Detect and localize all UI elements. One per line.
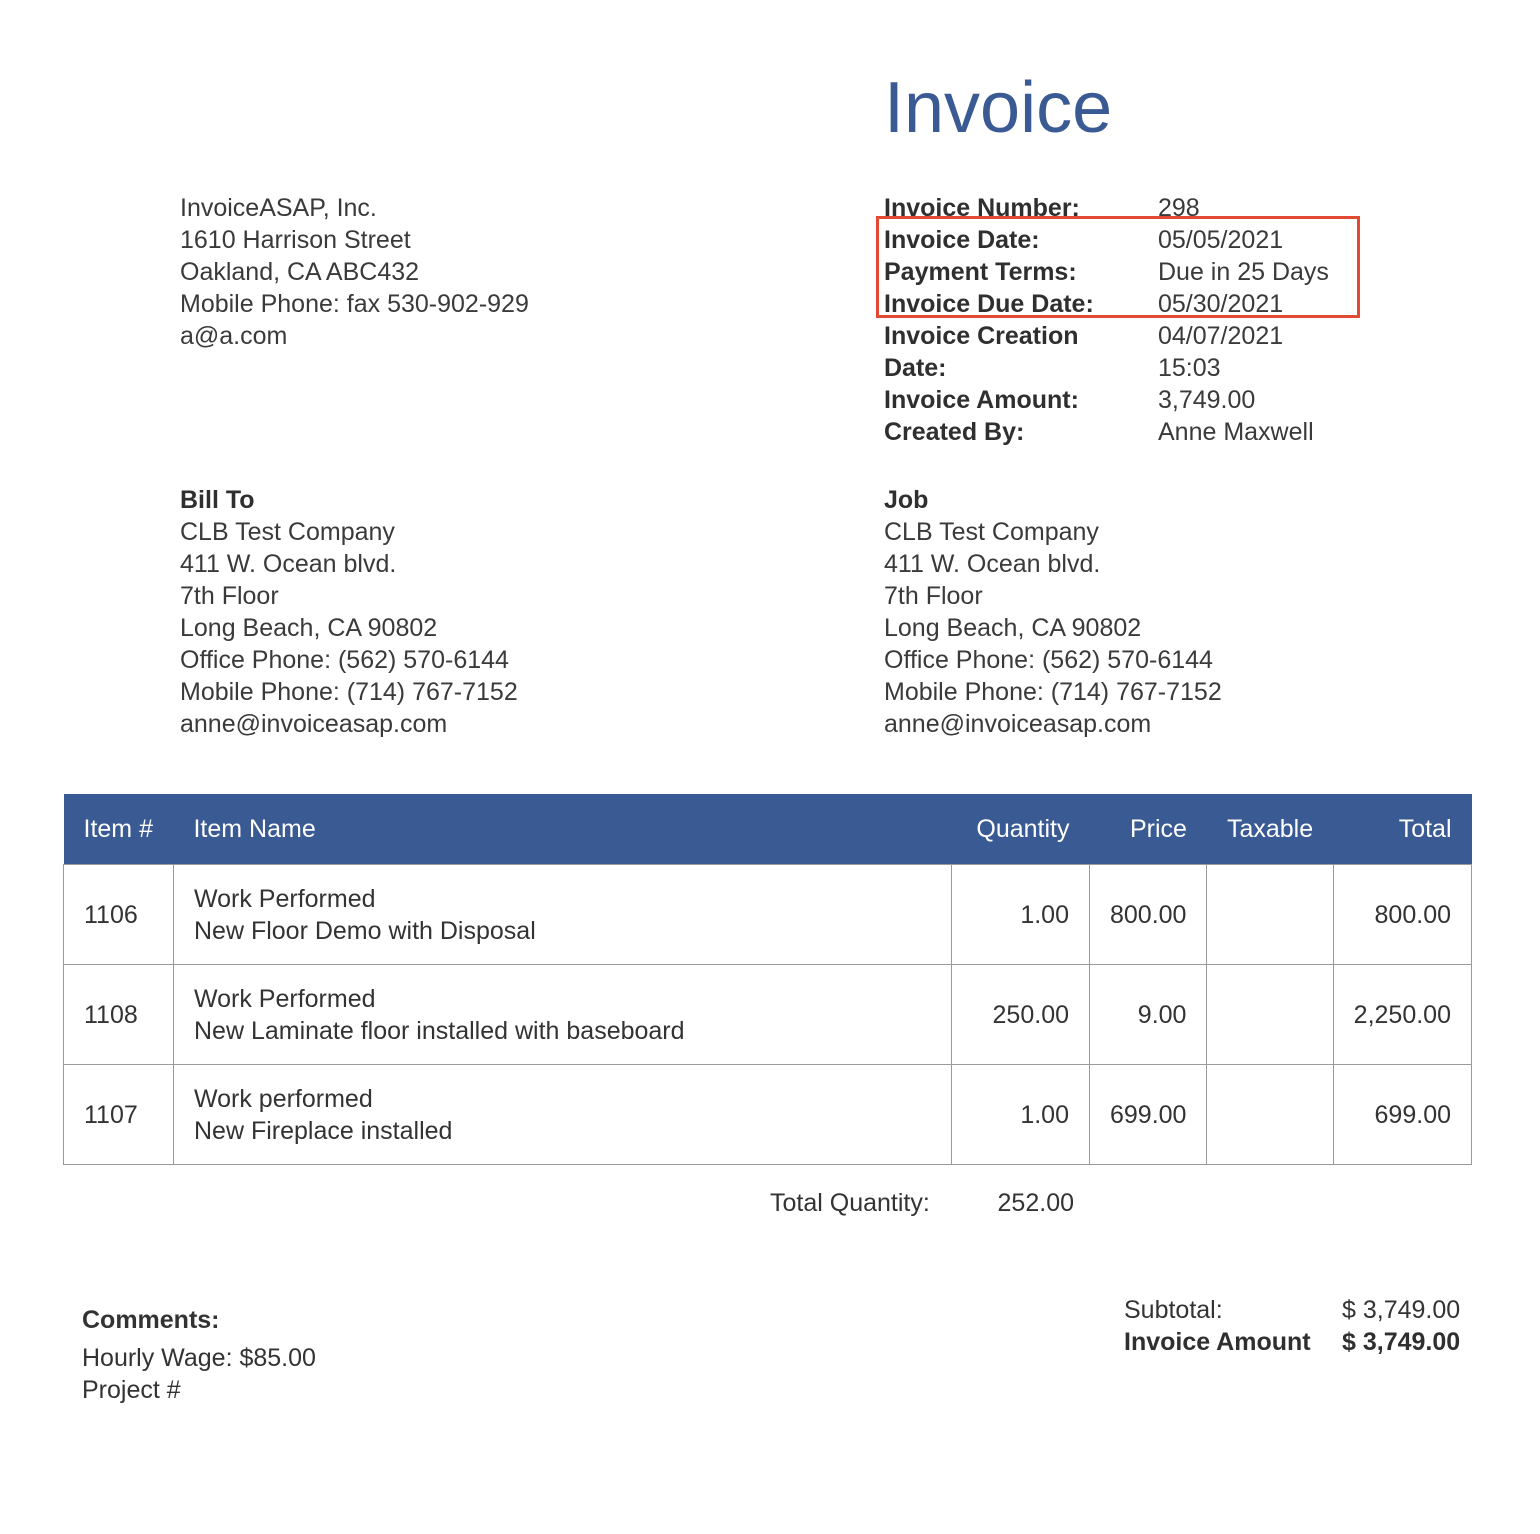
- cell-item-number: 1106: [64, 865, 174, 965]
- cell-taxable: [1207, 865, 1333, 965]
- meta-value: 05/30/2021: [1158, 290, 1284, 318]
- meta-value: 04/07/2021: [1158, 322, 1284, 350]
- table-row: [64, 865, 1472, 965]
- subtotal-value: $ 3,749.00: [1342, 1296, 1461, 1324]
- bill-to-line: anne@invoiceasap.com: [180, 710, 448, 738]
- meta-label: Invoice Due Date:: [884, 290, 1094, 318]
- table-header-row: [64, 794, 1472, 865]
- total-quantity-value: 252.00: [997, 1189, 1074, 1217]
- meta-label: Created By:: [884, 418, 1025, 446]
- meta-row: [884, 384, 1404, 416]
- bill-to-heading: Bill To: [180, 486, 255, 514]
- cell-total: 800.00: [1333, 865, 1471, 965]
- cell-item-number: 1108: [64, 965, 174, 1065]
- cell-quantity: 1.00: [952, 865, 1090, 965]
- bill-to-line: Mobile Phone: (714) 767-7152: [180, 678, 518, 706]
- highlight-box: [876, 216, 1360, 318]
- meta-value: 3,749.00: [1158, 386, 1256, 414]
- cell-price: 699.00: [1090, 1065, 1207, 1165]
- header-price: Price: [1090, 794, 1207, 865]
- company-address: [180, 192, 529, 352]
- bill-to-line: 7th Floor: [180, 582, 279, 610]
- items-table: [63, 794, 1472, 1165]
- meta-label: Invoice Number:: [884, 194, 1080, 222]
- bill-to-line: CLB Test Company: [180, 518, 395, 546]
- job-line: Long Beach, CA 90802: [884, 614, 1142, 642]
- company-street: 1610 Harrison Street: [180, 226, 411, 254]
- meta-label: Invoice Date:: [884, 226, 1040, 254]
- header-item-number: Item #: [64, 794, 174, 865]
- cell-price: 800.00: [1090, 865, 1207, 965]
- job-section: [884, 484, 1222, 740]
- job-line: Mobile Phone: (714) 767-7152: [884, 678, 1222, 706]
- meta-value: Due in 25 Days: [1158, 258, 1329, 286]
- job-line: 411 W. Ocean blvd.: [884, 550, 1101, 578]
- comment-line: Project #: [82, 1376, 181, 1404]
- comments-heading: Comments:: [82, 1306, 220, 1334]
- cell-quantity: 1.00: [952, 1065, 1090, 1165]
- table-row: [64, 965, 1472, 1065]
- header-item-name: Item Name: [173, 794, 951, 865]
- job-line: Office Phone: (562) 570-6144: [884, 646, 1213, 674]
- meta-row: [884, 352, 1404, 384]
- meta-value: 15:03: [1158, 354, 1221, 382]
- bill-to-section: [180, 484, 518, 740]
- summary-section: [1124, 1294, 1460, 1358]
- company-city: Oakland, CA ABC432: [180, 258, 420, 286]
- meta-row: [884, 320, 1404, 352]
- cell-item-name: [173, 1065, 951, 1165]
- item-name: Work Performed: [193, 984, 376, 1013]
- meta-label: Invoice Amount:: [884, 386, 1079, 414]
- cell-item-name: [173, 865, 951, 965]
- meta-value: 298: [1158, 194, 1200, 222]
- meta-row: [884, 416, 1404, 448]
- cell-total: 699.00: [1333, 1065, 1471, 1165]
- subtotal-row: [1124, 1294, 1460, 1326]
- cell-item-name: [173, 965, 951, 1065]
- bill-to-line: Long Beach, CA 90802: [180, 614, 438, 642]
- table-row: [64, 1065, 1472, 1165]
- cell-total: 2,250.00: [1333, 965, 1471, 1065]
- company-phone: Mobile Phone: fax 530-902-929: [180, 290, 529, 318]
- bill-to-line: Office Phone: (562) 570-6144: [180, 646, 509, 674]
- comment-line: Hourly Wage: $85.00: [82, 1344, 316, 1372]
- invoice-amount-label: Invoice Amount: [1124, 1328, 1311, 1356]
- meta-label: Invoice Creation: [884, 322, 1079, 350]
- bill-to-line: 411 W. Ocean blvd.: [180, 550, 397, 578]
- job-line: anne@invoiceasap.com: [884, 710, 1152, 738]
- item-description: New Laminate floor installed with baseboard: [193, 1016, 685, 1045]
- meta-value: Anne Maxwell: [1158, 418, 1314, 446]
- cell-item-number: 1107: [64, 1065, 174, 1165]
- cell-taxable: [1207, 965, 1333, 1065]
- item-name: Work Performed: [193, 884, 376, 913]
- header-total: Total: [1333, 794, 1471, 865]
- meta-label: Payment Terms:: [884, 258, 1077, 286]
- cell-quantity: 250.00: [952, 965, 1090, 1065]
- company-email: a@a.com: [180, 322, 288, 350]
- cell-price: 9.00: [1090, 965, 1207, 1065]
- meta-label: Date:: [884, 354, 947, 382]
- subtotal-label: Subtotal:: [1124, 1296, 1223, 1324]
- meta-value: 05/05/2021: [1158, 226, 1284, 254]
- item-description: New Floor Demo with Disposal: [193, 916, 536, 945]
- header-quantity: Quantity: [952, 794, 1090, 865]
- invoice-amount-row: [1124, 1326, 1460, 1358]
- job-line: 7th Floor: [884, 582, 983, 610]
- invoice-title: Invoice: [884, 68, 1113, 148]
- item-description: New Fireplace installed: [193, 1116, 453, 1145]
- job-line: CLB Test Company: [884, 518, 1099, 546]
- header-taxable: Taxable: [1207, 794, 1333, 865]
- job-heading: Job: [884, 486, 929, 514]
- cell-taxable: [1207, 1065, 1333, 1165]
- total-quantity-label: Total Quantity:: [770, 1189, 930, 1217]
- invoice-amount-value: $ 3,749.00: [1342, 1328, 1461, 1356]
- company-name: InvoiceASAP, Inc.: [180, 194, 377, 222]
- item-name: Work performed: [193, 1084, 373, 1113]
- comments-section: [82, 1304, 316, 1406]
